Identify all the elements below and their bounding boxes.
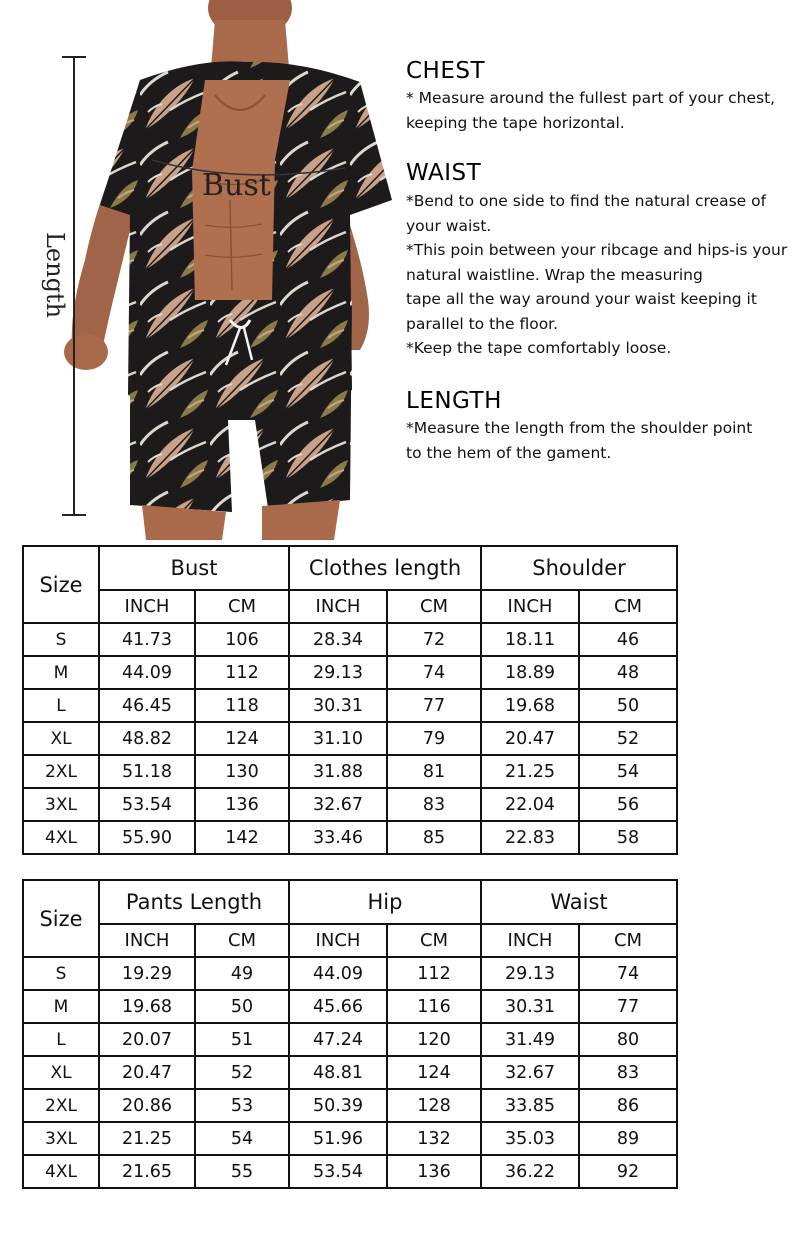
unit-header: INCH — [99, 590, 195, 623]
value-cell: 53.54 — [99, 788, 195, 821]
value-cell: 124 — [195, 722, 289, 755]
size-cell: 2XL — [23, 1089, 99, 1122]
value-cell: 31.10 — [289, 722, 387, 755]
shorts-shape — [130, 300, 352, 512]
value-cell: 46 — [579, 623, 677, 656]
value-cell: 54 — [195, 1122, 289, 1155]
group-header-bust: Bust — [99, 546, 289, 590]
waist-line: parallel to the floor. — [406, 314, 559, 333]
value-cell: 85 — [387, 821, 481, 854]
value-cell: 21.25 — [481, 755, 579, 788]
value-cell: 132 — [387, 1122, 481, 1155]
value-cell: 52 — [195, 1056, 289, 1089]
bust-label: Bust — [202, 168, 271, 203]
size-cell: S — [23, 957, 99, 990]
group-header-pants-length: Pants Length — [99, 880, 289, 924]
waist-line: natural waistline. Wrap the measuring — [406, 265, 703, 284]
value-cell: 48.82 — [99, 722, 195, 755]
value-cell: 74 — [579, 957, 677, 990]
unit-header: CM — [387, 590, 481, 623]
waist-instructions — [406, 160, 800, 361]
table-row — [23, 656, 677, 689]
value-cell: 116 — [387, 990, 481, 1023]
length-label: Length — [41, 228, 69, 322]
value-cell: 55.90 — [99, 821, 195, 854]
value-cell: 47.24 — [289, 1023, 387, 1056]
waist-line: *Bend to one side to find the natural crease of — [406, 192, 767, 210]
value-cell: 136 — [387, 1155, 481, 1188]
value-cell: 106 — [195, 623, 289, 656]
value-cell: 118 — [195, 689, 289, 722]
model-illustration — [0, 0, 400, 540]
table-row — [23, 623, 677, 656]
value-cell: 31.88 — [289, 755, 387, 788]
value-cell: 50.39 — [289, 1089, 387, 1122]
value-cell: 32.67 — [289, 788, 387, 821]
chest-line: keeping the tape horizontal. — [406, 113, 625, 132]
value-cell: 56 — [579, 788, 677, 821]
value-cell: 30.31 — [289, 689, 387, 722]
waist-line: your waist. — [406, 216, 492, 235]
group-header-row — [23, 880, 677, 924]
unit-header: CM — [387, 924, 481, 957]
size-cell: S — [23, 623, 99, 656]
value-cell: 112 — [195, 656, 289, 689]
value-cell: 29.13 — [481, 957, 579, 990]
value-cell: 80 — [579, 1023, 677, 1056]
value-cell: 20.47 — [99, 1056, 195, 1089]
value-cell: 32.67 — [481, 1056, 579, 1089]
value-cell: 51.96 — [289, 1122, 387, 1155]
unit-header: INCH — [481, 924, 579, 957]
value-cell: 55 — [195, 1155, 289, 1188]
table-row — [23, 689, 677, 722]
unit-header: CM — [579, 924, 677, 957]
table-row — [23, 1155, 677, 1188]
top-size-table — [22, 545, 678, 855]
value-cell: 120 — [387, 1023, 481, 1056]
waist-heading: WAIST — [406, 160, 482, 186]
value-cell: 72 — [387, 623, 481, 656]
value-cell: 136 — [195, 788, 289, 821]
value-cell: 83 — [579, 1056, 677, 1089]
value-cell: 18.89 — [481, 656, 579, 689]
waist-line: *Keep the tape comfortably loose. — [406, 339, 672, 357]
value-cell: 54 — [579, 755, 677, 788]
value-cell: 35.03 — [481, 1122, 579, 1155]
size-cell: 4XL — [23, 821, 99, 854]
waist-line: *This poin between your ribcage and hips-is your — [406, 241, 788, 259]
value-cell: 79 — [387, 722, 481, 755]
value-cell: 33.85 — [481, 1089, 579, 1122]
table-row — [23, 722, 677, 755]
length-rule-bottom-cap — [62, 514, 86, 516]
unit-header-row — [23, 924, 677, 957]
size-cell: XL — [23, 722, 99, 755]
value-cell: 19.29 — [99, 957, 195, 990]
unit-header: CM — [579, 590, 677, 623]
value-cell: 50 — [579, 689, 677, 722]
unit-header: CM — [195, 924, 289, 957]
unit-header: INCH — [481, 590, 579, 623]
group-header-hip: Hip — [289, 880, 481, 924]
value-cell: 77 — [387, 689, 481, 722]
value-cell: 49 — [195, 957, 289, 990]
chest-instructions — [406, 58, 800, 135]
value-cell: 50 — [195, 990, 289, 1023]
group-header-row — [23, 546, 677, 590]
value-cell: 31.49 — [481, 1023, 579, 1056]
value-cell: 46.45 — [99, 689, 195, 722]
value-cell: 51.18 — [99, 755, 195, 788]
value-cell: 51 — [195, 1023, 289, 1056]
table-row — [23, 1122, 677, 1155]
size-cell: 4XL — [23, 1155, 99, 1188]
value-cell: 92 — [579, 1155, 677, 1188]
value-cell: 22.83 — [481, 821, 579, 854]
unit-header: INCH — [289, 590, 387, 623]
group-header-waist: Waist — [481, 880, 677, 924]
value-cell: 86 — [579, 1089, 677, 1122]
waist-text — [406, 189, 800, 361]
value-cell: 19.68 — [481, 689, 579, 722]
table-row — [23, 821, 677, 854]
value-cell: 128 — [387, 1089, 481, 1122]
size-cell: M — [23, 656, 99, 689]
length-line: to the hem of the gament. — [406, 443, 612, 462]
value-cell: 48 — [579, 656, 677, 689]
value-cell: 44.09 — [99, 656, 195, 689]
value-cell: 45.66 — [289, 990, 387, 1023]
chest-heading: CHEST — [406, 58, 486, 84]
value-cell: 21.25 — [99, 1122, 195, 1155]
size-cell: L — [23, 689, 99, 722]
value-cell: 74 — [387, 656, 481, 689]
table-row — [23, 1056, 677, 1089]
value-cell: 112 — [387, 957, 481, 990]
value-cell: 48.81 — [289, 1056, 387, 1089]
value-cell: 21.65 — [99, 1155, 195, 1188]
size-cell: 2XL — [23, 755, 99, 788]
unit-header: INCH — [289, 924, 387, 957]
value-cell: 44.09 — [289, 957, 387, 990]
size-cell: L — [23, 1023, 99, 1056]
value-cell: 53 — [195, 1089, 289, 1122]
value-cell: 20.47 — [481, 722, 579, 755]
size-header: Size — [23, 880, 99, 957]
length-measure-rule — [73, 57, 75, 515]
size-cell: M — [23, 990, 99, 1023]
length-line: *Measure the length from the shoulder point — [406, 419, 753, 437]
value-cell: 19.68 — [99, 990, 195, 1023]
value-cell: 30.31 — [481, 990, 579, 1023]
value-cell: 81 — [387, 755, 481, 788]
value-cell: 77 — [579, 990, 677, 1023]
table-row — [23, 788, 677, 821]
value-cell: 20.86 — [99, 1089, 195, 1122]
size-header: Size — [23, 546, 99, 623]
table-row — [23, 1089, 677, 1122]
value-cell: 89 — [579, 1122, 677, 1155]
length-rule-top-cap — [62, 56, 86, 58]
length-text — [406, 416, 800, 465]
value-cell: 33.46 — [289, 821, 387, 854]
length-instructions — [406, 388, 800, 465]
value-cell: 58 — [579, 821, 677, 854]
group-header-clothes-length: Clothes length — [289, 546, 481, 590]
pants-size-table — [22, 879, 678, 1189]
table-row — [23, 990, 677, 1023]
table-row — [23, 1023, 677, 1056]
value-cell: 53.54 — [289, 1155, 387, 1188]
value-cell: 41.73 — [99, 623, 195, 656]
group-header-shoulder: Shoulder — [481, 546, 677, 590]
value-cell: 83 — [387, 788, 481, 821]
table-row — [23, 755, 677, 788]
table-row — [23, 957, 677, 990]
unit-header: CM — [195, 590, 289, 623]
value-cell: 124 — [387, 1056, 481, 1089]
size-cell: XL — [23, 1056, 99, 1089]
value-cell: 28.34 — [289, 623, 387, 656]
chest-line: * Measure around the fullest part of your chest, — [406, 89, 776, 107]
value-cell: 142 — [195, 821, 289, 854]
size-cell: 3XL — [23, 788, 99, 821]
value-cell: 20.07 — [99, 1023, 195, 1056]
value-cell: 29.13 — [289, 656, 387, 689]
length-heading: LENGTH — [406, 388, 502, 414]
size-cell: 3XL — [23, 1122, 99, 1155]
value-cell: 36.22 — [481, 1155, 579, 1188]
unit-header-row — [23, 590, 677, 623]
unit-header: INCH — [99, 924, 195, 957]
waist-line: tape all the way around your waist keeping it — [406, 290, 757, 308]
value-cell: 22.04 — [481, 788, 579, 821]
value-cell: 52 — [579, 722, 677, 755]
value-cell: 130 — [195, 755, 289, 788]
value-cell: 18.11 — [481, 623, 579, 656]
chest-text — [406, 86, 800, 135]
